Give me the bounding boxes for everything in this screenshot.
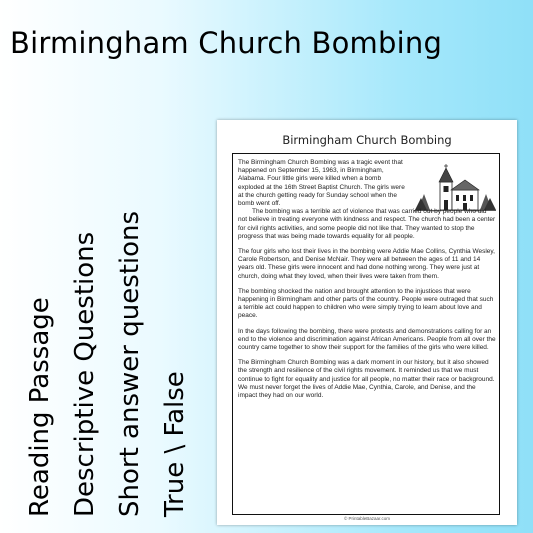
side-labels [18, 117, 198, 517]
side-label-descriptive-questions: Descriptive Questions [70, 231, 100, 517]
side-label-short-answer: Short answer questions [115, 210, 145, 517]
reading-passage [238, 159, 496, 407]
side-label-true-false: True \ False [160, 371, 190, 517]
worksheet-title: Birmingham Church Bombing [282, 133, 452, 147]
side-label-reading-passage: Reading Passage [25, 297, 55, 517]
worksheet-preview [217, 120, 517, 525]
worksheet-footer: © PrintableBazaar.com [343, 516, 391, 521]
paragraph-3: The bombing shocked the nation and brought attention to the injustices that were happening in Birmingham and other parts of the country. People were outraged that such a terrible act could happen to children who were simply trying to learn about love and peace. [238, 287, 494, 320]
paragraph-1: The Birmingham Church Bombing was a tragic event that happened on September 15, 1963, in Birmingham, Alabama. Four little girls were killed when a bomb exploded at the 16th Street Baptist Church. The girls were at the church getting ready for Sunday school when the bomb went off. [238, 159, 405, 208]
page-title: Birmingham Church Bombing [10, 26, 443, 60]
paragraph-4: In the days following the bombing, there were protests and demonstrations calling for an end to the violence and discrimination against African Americans. People from all over the country came together to show their support for the families of the girls who were killed. [238, 327, 496, 352]
paragraph-2: The four girls who lost their lives in the bombing were Addie Mae Collins, Cynthia Wesley, Carole Robertson, and Denise McNair. They were all between the ages of 11 and 14 years old. These girls were innocent and had done nothing wrong. They were just at church, doing what they loved, when their lives were taken from them. [238, 248, 495, 280]
paragraph-5: The Birmingham Church Bombing was a dark moment in our history, but it also showed the strength and resilience of the civil rights movement. It reminded us that we must continue to fight for equality and justice for all people, no matter their race or background. We must never forget the lives of Addie Mae, Cynthia, Carole, and Denise, and the impact they had on our world. [238, 359, 495, 400]
paragraph-1b: The bombing was a terrible act of violence that was carried out by people who did not believe in treating everyone with kindness and respect. The church had been a center for civil rights activities, and some people did not like that. They wanted to stop the progress that was being made towards equality for all people. [238, 208, 496, 240]
